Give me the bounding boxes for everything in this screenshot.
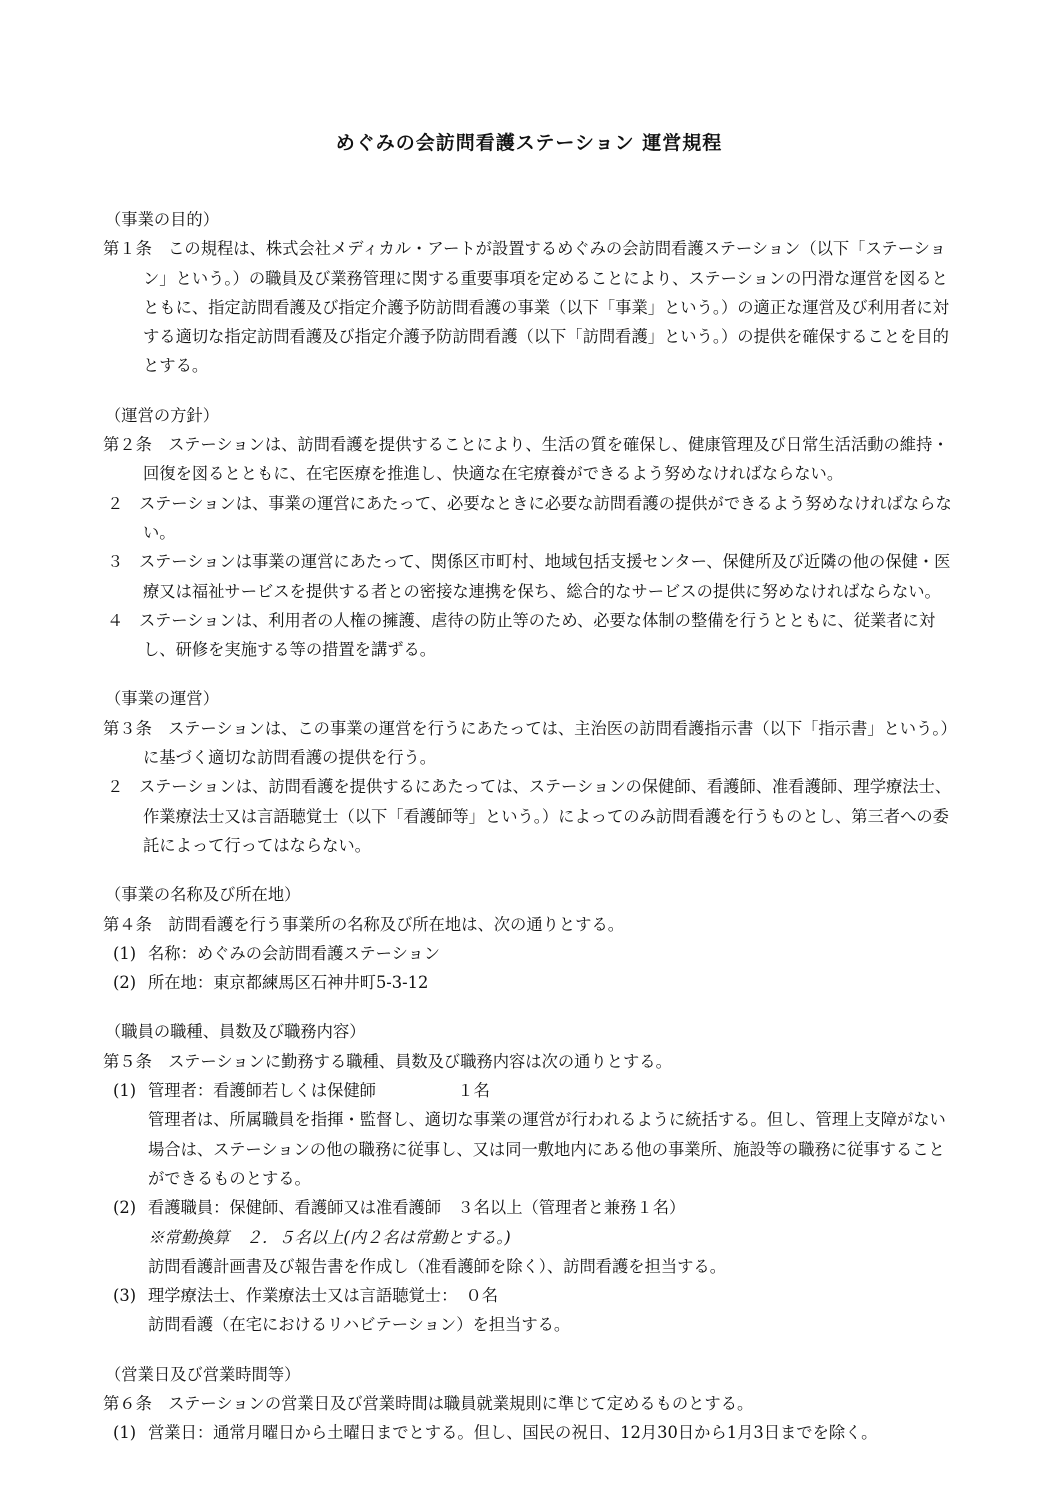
article-4-item-1 (103, 939, 953, 968)
item-number: (2) (113, 973, 137, 993)
item-number: (3) (113, 1286, 137, 1306)
article-5-item-1 (103, 1076, 953, 1105)
section-heading-staff: （職員の職種、員数及び職務内容） (105, 1022, 366, 1042)
section-heading-business-days: （営業日及び営業時間等） (105, 1364, 301, 1384)
article-5: 第５条 ステーションに勤務する職種、員数及び職務内容は次の通りとする。 (103, 1051, 672, 1071)
document-body (103, 205, 953, 1448)
article-5-item-2-note: ※常勤換算 ２．５名以上(内２名は常勤とする。) (148, 1227, 511, 1247)
item-text: 看護職員：保健師、看護師又は准看護師 ３名以上（管理者と兼務１名） (148, 1198, 686, 1218)
article-1: 第１条 この規程は、株式会社メディカル・アートが設置するめぐみの会訪問看護ステーション（以下「ステーション」という。）の職員及び業務管理に関する重要事項を定めることにより、ステーションの円滑な運営を図るとともに、指定訪問看護及び指定介護予防訪問看護の事業（以下「事業」という。）の適正な運営及び利用者に対する適切な指定訪問看護及び指定介護予防訪問看護（以下「訪問看護」という。）の提供を確保することを目的とする。 (103, 239, 949, 376)
article-2-paragraph-4 (103, 606, 953, 665)
paragraph-number: ２ (107, 777, 124, 797)
paragraph-number: ３ (107, 552, 124, 572)
article-5-item-2 (103, 1193, 953, 1222)
item-text: 所在地：東京都練馬区石神井町5-3-12 (148, 973, 429, 993)
paragraph-number: ４ (107, 610, 124, 630)
article-3: 第３条 ステーションは、この事業の運営を行うにあたっては、主治医の訪問看護指示書（以下「指示書」という。）に基づく適切な訪問看護の提供を行う。 (103, 718, 949, 768)
paragraph-text: ステーションは、訪問看護を提供するにあたっては、ステーションの保健師、看護師、准看護師、理学療法士、作業療法士又は言語聴覚士（以下「看護師等」という。）によってのみ訪問看護を行うものとし、第三者への委託によって行ってはならない。 (139, 777, 952, 855)
section-heading-purpose: （事業の目的） (105, 210, 219, 229)
article-6-item-1 (103, 1418, 953, 1447)
item-text: 営業日：通常月曜日から土曜日までとする。但し、国民の祝日、12月30日から1月3日までを除く。 (148, 1423, 878, 1443)
paragraph-text: ステーションは事業の運営にあたって、関係区市町村、地域包括支援センター、保健所及び近隣の他の保健・医療又は福祉サービスを提供する者との密接な連携を保ち、総合的なサービスの提供に努めなければならない。 (139, 552, 951, 601)
article-4: 第４条 訪問看護を行う事業所の名称及び所在地は、次の通りとする。 (103, 914, 625, 934)
article-5-item-3 (103, 1281, 953, 1310)
item-number: (1) (113, 1423, 137, 1443)
item-text: 理学療法士、作業療法士又は言語聴覚士： ０名 (148, 1286, 499, 1306)
item-text: 管理者：看護師若しくは保健師 １名 (148, 1081, 490, 1101)
article-5-item-3-description: 訪問看護（在宅におけるリハビテーション）を担当する。 (148, 1315, 571, 1335)
paragraph-text: ステーションは、事業の運営にあたって、必要なときに必要な訪問看護の提供ができるよう努めなければならない。 (139, 493, 952, 542)
item-number: (1) (113, 1081, 137, 1101)
article-3-paragraph-2 (103, 772, 953, 860)
article-5-item-1-description: 管理者は、所属職員を指揮・監督し、適切な事業の運営が行われるように統括する。但し、管理上支障がない場合は、ステーションの他の職務に従事し、又は同一敷地内にある他の事業所、施設等の職務に従事することができるものとする。 (148, 1110, 946, 1188)
item-text: 名称：めぐみの会訪問看護ステーション (148, 943, 441, 963)
article-4-item-2 (103, 968, 953, 997)
section-heading-policy: （運営の方針） (105, 405, 219, 425)
section-heading-name-location: （事業の名称及び所在地） (105, 885, 301, 905)
paragraph-number: ２ (107, 493, 124, 513)
item-number: (2) (113, 1198, 137, 1218)
document-title: めぐみの会訪問看護ステーション 運営規程 (335, 132, 723, 154)
paragraph-text: ステーションは、利用者の人権の擁護、虐待の防止等のため、必要な体制の整備を行うとともに、従業者に対し、研修を実施する等の措置を講ずる。 (139, 610, 936, 660)
article-6: 第６条 ステーションの営業日及び営業時間は職員就業規則に準じて定めるものとする。 (103, 1393, 754, 1413)
article-2-paragraph-2 (103, 489, 953, 548)
article-2: 第２条 ステーションは、訪問看護を提供することにより、生活の質を確保し、健康管理及び日常生活活動の維持・回復を図るとともに、在宅医療を推進し、快適な在宅療養ができるよう努めなければならない。 (103, 435, 949, 484)
article-2-paragraph-3 (103, 547, 953, 606)
item-number: (1) (113, 943, 137, 963)
article-5-item-2-description: 訪問看護計画書及び報告書を作成し（准看護師を除く）、訪問看護を担当する。 (148, 1256, 726, 1276)
section-heading-operation: （事業の運営） (105, 689, 219, 709)
